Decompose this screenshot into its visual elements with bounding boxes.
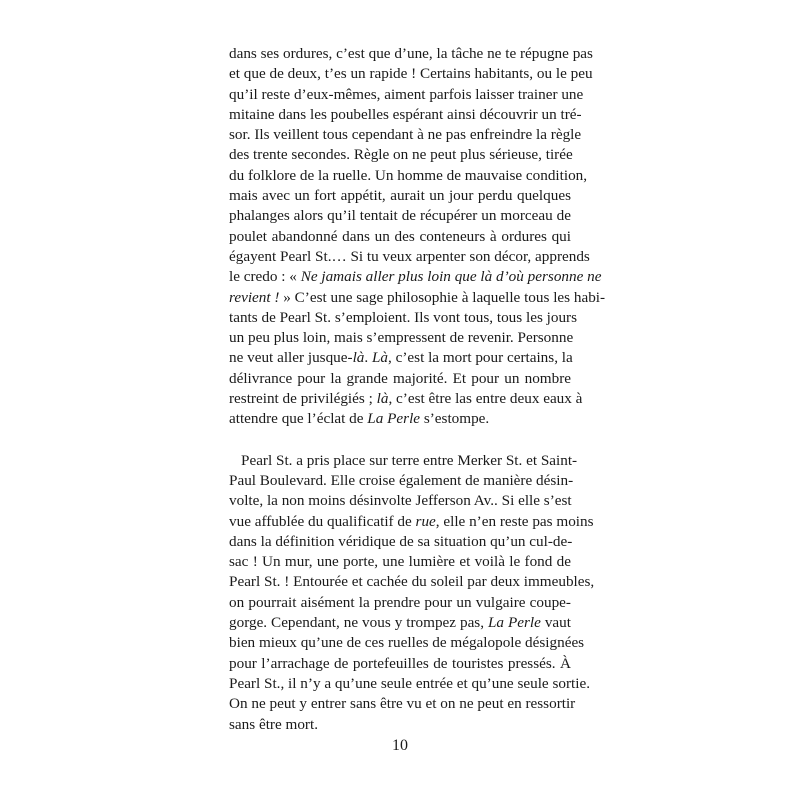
italic-text: rue <box>415 512 436 530</box>
italic-text: La Perle <box>487 614 541 632</box>
text-line <box>229 512 594 532</box>
paragraph-1 <box>229 44 606 430</box>
text-line: pour l’arrachage de portefeuilles de touristes pressés. À <box>229 654 571 672</box>
body-text <box>229 44 606 735</box>
text-run: , c’est la mort pour certains, la <box>388 349 573 367</box>
text-line: bien mieux qu’une de ces ruelles de mégalopole désignées <box>229 634 585 652</box>
text-line: sor. Ils veillent tous cependant à ne pas enfreindre la règle <box>229 126 582 144</box>
text-line: du folklore de la ruelle. Un homme de mauvaise condition, <box>229 166 588 184</box>
paragraph-2 <box>229 451 595 735</box>
text-line: des trente secondes. Règle on ne peut plus sérieuse, tirée <box>229 146 573 164</box>
text-line: volte, la non moins désinvolte Jefferson Av.. Si elle s’est <box>229 492 572 510</box>
text-line <box>229 389 583 409</box>
text-line <box>229 267 602 287</box>
text-line: délivrance pour la grande majorité. Et pour un nombre <box>229 369 571 387</box>
text-run: . <box>364 349 372 367</box>
text-line: Pearl St. ! Entourée et cachée du soleil par deux immeubles, <box>229 573 595 591</box>
text-line: un peu plus loin, mais s’empressent de revenir. Personne <box>229 329 574 347</box>
text-line: Pearl St., il n’y a qu’une seule entrée et qu’une seule sortie. <box>229 674 591 692</box>
text-line: phalanges alors qu’il tentait de récupérer un morceau de <box>229 207 571 225</box>
italic-text: Ne jamais aller plus loin que là d’où personne ne <box>300 268 602 286</box>
text-line: on pourrait aisément la prendre pour un vulgaire coupe- <box>229 593 571 611</box>
text-run: vue affublée du qualificatif de <box>229 512 416 530</box>
page-number: 10 <box>392 737 408 754</box>
text-run: ne veut aller jusque- <box>229 349 353 367</box>
text-line: Paul Boulevard. Elle croise également de manière désin- <box>229 471 574 489</box>
text-line: tants de Pearl St. s’emploient. Ils vont tous, tous les jours <box>229 308 578 326</box>
italic-text: là <box>352 349 365 367</box>
italic-text: là <box>376 390 389 408</box>
text-line: mitaine dans les poubelles espérant ainsi découvrir un tré- <box>229 105 582 123</box>
text-line: qu’il reste d’eux-mêmes, aiment parfois laisser trainer une <box>229 85 584 103</box>
text-line: et que de deux, t’es un rapide ! Certains habitants, ou le peu <box>229 65 593 83</box>
text-run: s’estompe. <box>420 410 490 428</box>
text-run: , c’est être las entre deux eaux à <box>388 390 583 408</box>
text-run: » C’est une sage philosophie à laquelle tous les habi- <box>279 288 606 306</box>
text-line: sac ! Un mur, une porte, une lumière et voilà le fond de <box>229 553 571 571</box>
text-line <box>229 409 571 429</box>
text-run: gorge. Cependant, ne vous y trompez pas, <box>229 614 488 632</box>
text-run: vaut <box>540 614 571 632</box>
italic-text: revient ! <box>229 288 280 306</box>
text-run: le credo : « <box>229 268 301 286</box>
italic-text: Là <box>371 349 389 367</box>
text-line: Pearl St. a pris place sur terre entre Merker St. et Saint- <box>241 451 578 469</box>
text-line <box>229 288 606 308</box>
text-line: dans ses ordures, c’est que d’une, la tâche ne te répugne pas <box>229 45 593 62</box>
text-line: sans être mort. <box>229 715 318 733</box>
italic-text: La Perle <box>367 410 421 428</box>
text-line <box>229 348 571 368</box>
text-run: , elle n’en reste pas moins <box>435 512 594 530</box>
text-line <box>229 613 571 633</box>
text-line: égayent Pearl St.… Si tu veux arpenter son décor, apprends <box>229 247 590 265</box>
text-run: restreint de privilégiés ; <box>229 390 377 408</box>
text-line: mais avec un fort appétit, aurait un jour perdu quelques <box>229 187 571 205</box>
text-line: On ne peut y entrer sans être vu et on ne peut en ressortir <box>229 695 576 713</box>
text-line: dans la définition véridique de sa situation qu’un cul-de- <box>229 532 573 550</box>
text-line: poulet abandonné dans un des conteneurs à ordures qui <box>229 227 571 245</box>
text-run: attendre que l’éclat de <box>229 410 368 428</box>
